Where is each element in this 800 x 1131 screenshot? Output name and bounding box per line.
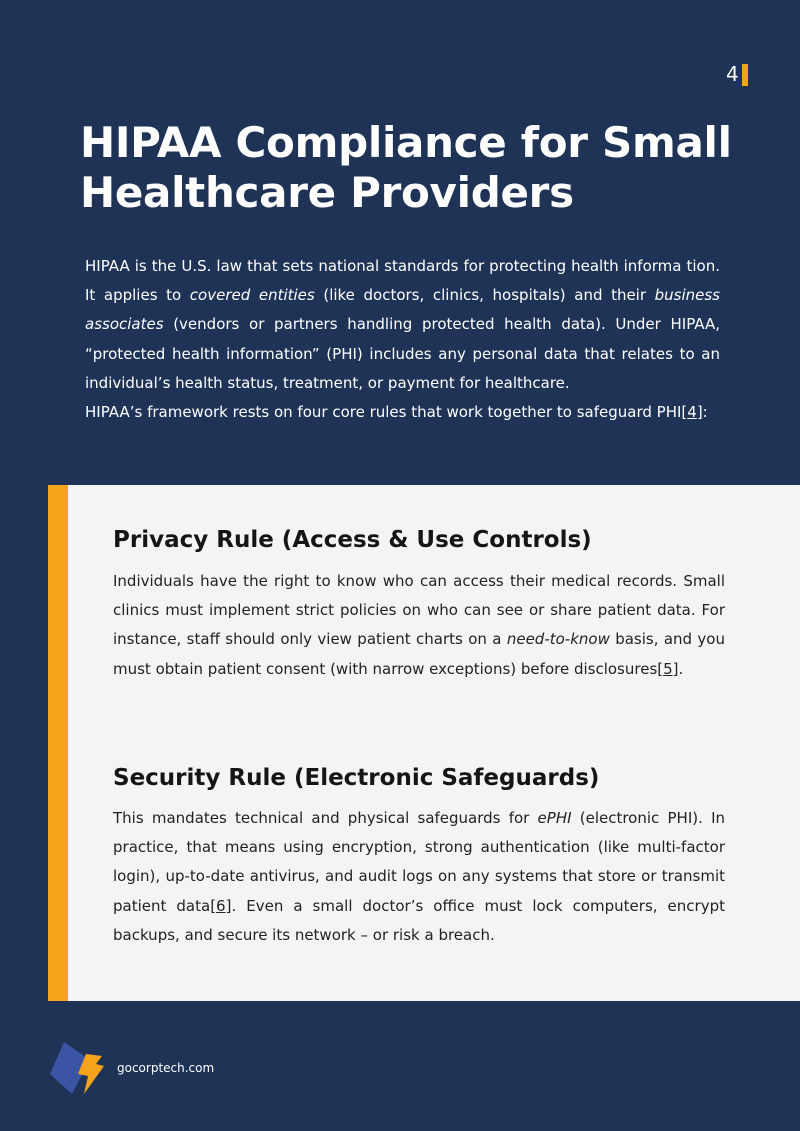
footer-website: gocorptech.com [117, 1061, 215, 1075]
citation-bracket-close: ] [225, 896, 232, 915]
citation-link-5[interactable]: 5 [663, 659, 673, 678]
privacy-text-2: basis, and you must obtain patient consent (with narrow exceptions) before disclosures [113, 630, 725, 678]
intro-paragraph [85, 252, 720, 398]
security-text-2: (electronic PHI). In practice, that means using encryption, strong authentication (like multi-factor login), up-to-date antivirus, and audit logs on any systems that store or transmit patient data [113, 809, 726, 915]
privacy-rule-body [113, 567, 725, 684]
citation-bracket-open: [ [681, 403, 688, 421]
citation-bracket-close: ]: [696, 403, 708, 421]
privacy-text-1: Individuals have the right to know who can access their medical records. Small clinics must implement strict policies on who can see or share patient data. For instance, staff should only view patient charts on a [113, 572, 725, 649]
intro-emphasis-covered-entities: covered entities [189, 286, 315, 305]
citation-bracket-open: [ [210, 896, 217, 915]
intro-last-line [85, 398, 725, 427]
security-text-3: . Even a small doctor’s office must lock computers, encrypt backups, and secure its network – or risk a breach. [113, 896, 725, 944]
citation-link-4[interactable]: 4 [687, 403, 697, 421]
citation-link-6[interactable]: 6 [216, 896, 226, 915]
security-rule-heading: Security Rule (Electronic Safeguards) [113, 765, 600, 791]
page-number-accent-bar [742, 64, 748, 86]
security-text-1: This mandates technical and physical safeguards for [113, 809, 538, 827]
security-emphasis-ephi: ePHI [537, 809, 572, 827]
page-number: 4 [726, 62, 739, 86]
intro-emphasis-business-associates: business associates [85, 286, 721, 334]
privacy-emphasis-need-to-know: need-to-know [506, 630, 610, 649]
intro-text-1: HIPAA is the U.S. law that sets national standards for protecting health informa tion. It applies to [85, 257, 720, 305]
citation-bracket-close: ]. [672, 659, 684, 678]
citation-bracket-open: [ [657, 659, 664, 678]
privacy-rule-heading: Privacy Rule (Access & Use Controls) [113, 527, 592, 553]
panel-accent-bar [48, 485, 68, 1001]
gocorptech-logo-icon [50, 1040, 106, 1096]
intro-last-text: HIPAA’s framework rests on four core rules that work together to safeguard PHI [85, 403, 682, 421]
security-rule-body [113, 804, 725, 950]
page-title: HIPAA Compliance for Small Healthcare Providers [80, 118, 732, 217]
intro-text-3: (vendors or partners handling protected health data). Under HIPAA, “protected health information” (PHI) includes any personal data that relates to an individual’s health status, treatment, or payment for healthcare. [85, 315, 720, 392]
intro-text-2: (like doctors, clinics, hospitals) and their [314, 286, 655, 305]
logo-mark [50, 1040, 106, 1096]
